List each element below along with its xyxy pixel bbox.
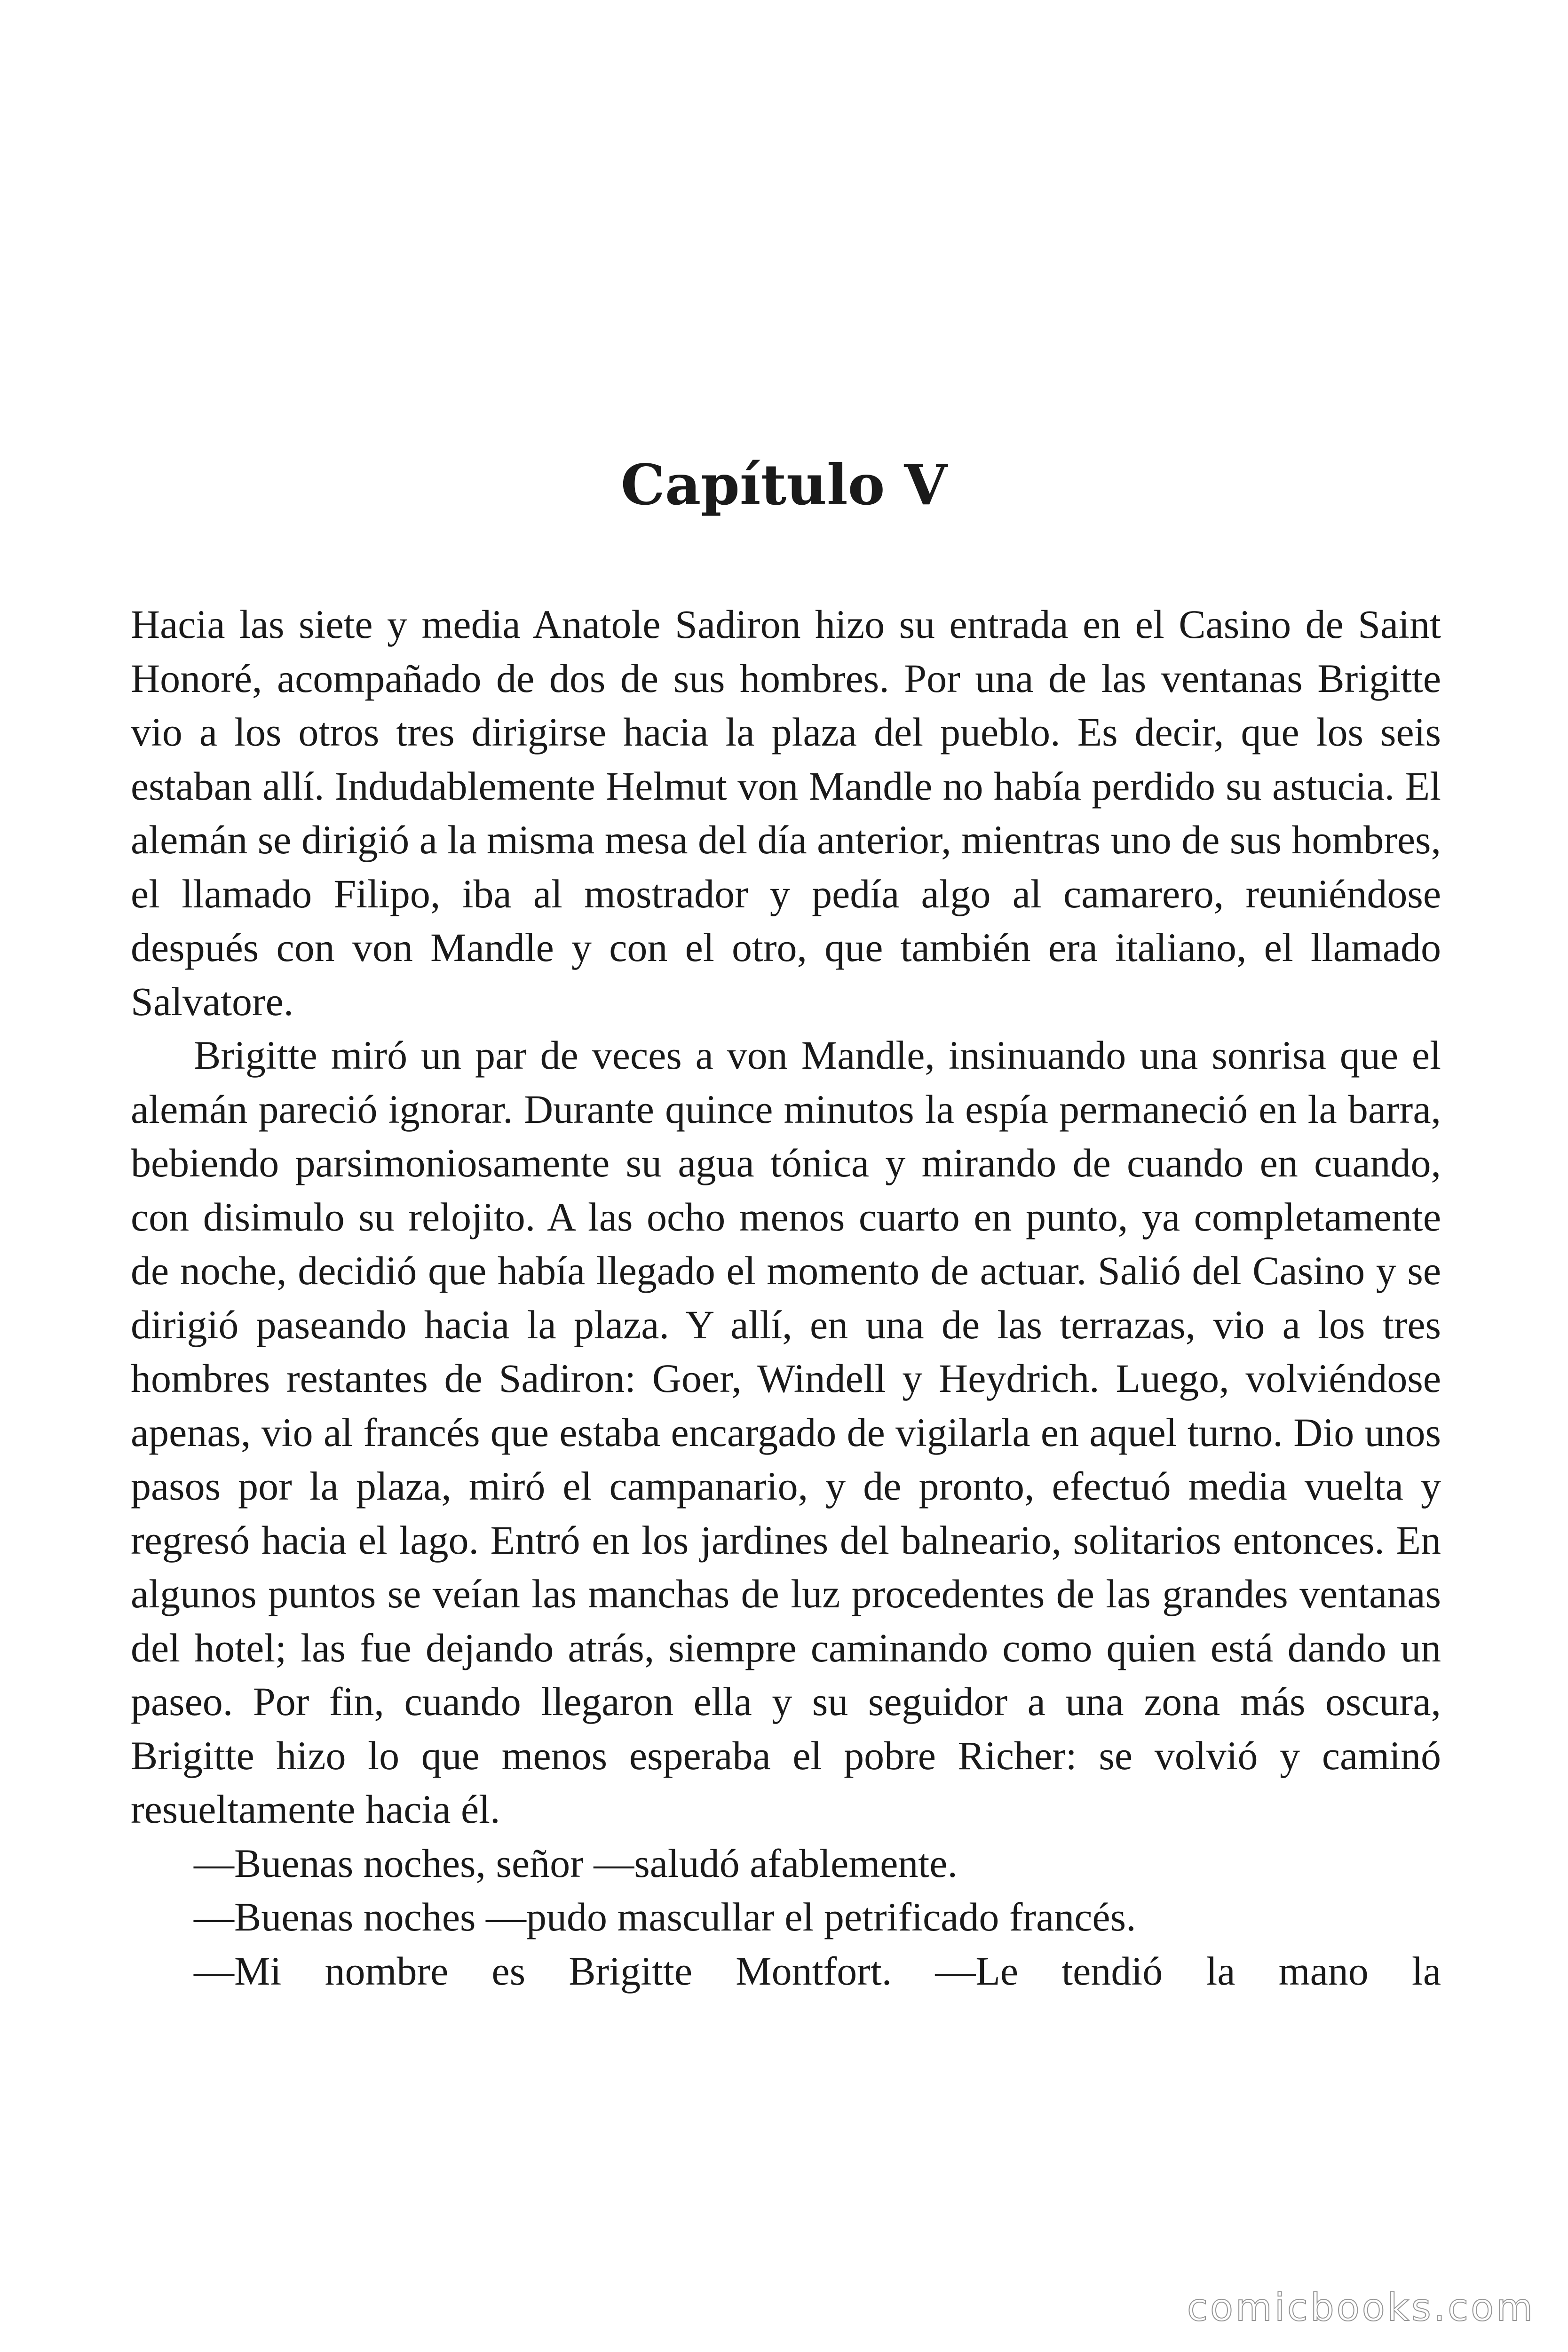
paragraph-2: Brigitte miró un par de veces a von Mandle, insinuando una sonrisa que el alemán pareció ignorar. Durante quince minutos la espía permaneció en la barra, bebiendo parsimoniosamente su agua tónica y mirando de cuando en cuando, con disimulo su relojito. A las ocho menos cuarto en punto, ya completamente de noche, decidió que había llegado el momento de actuar. Salió del Casino y se dirigió paseando hacia la plaza. Y allí, en una de las terrazas, vio a los tres hombres restantes de Sadiron: Goer, Windell y Heydrich. Luego, volviéndose apenas, vio al francés que estaba encargado de vigilarla en aquel turno. Dio unos pasos por la plaza, miró el campanario, y de pronto, efectuó media vuelta y regresó hacia el lago. Entró en los jardines del balneario, solitarios entonces. En algunos puntos se veían las manchas de luz procedentes de las grandes ventanas del hotel; las fue dejando atrás, siempre caminando como quien está dando un paseo. Por fin, cuando llegaron ella y su seguidor a una zona más oscura, Brigitte hizo lo que menos esperaba el pobre Richer: se volvió y caminó resueltamente hacia él.	[131, 1033, 1441, 1832]
paragraph-1: Hacia las siete y media Anatole Sadiron hizo su entrada en el Casino de Saint Honoré, acompañado de dos de sus hombres. Por una de las ventanas Brigitte vio a los otros tres dirigirse hacia la plaza del pueblo. Es decir, que los seis estaban allí. Indudablemente Helmut von Mandle no había perdido su astucia. El alemán se dirigió a la misma mesa del día anterior, mientras uno de sus hombres, el llamado Filipo, iba al mostrador y pedía algo al camarero, reuniéndose después con von Mandle y con el otro, que también era italiano, el llamado Salvatore.	[131, 602, 1441, 1024]
dialogue-line-2: —Buenas noches —pudo mascullar el petrificado francés.	[194, 1894, 1136, 1939]
chapter-body	[131, 597, 1441, 1998]
chapter-title: Capítulo V	[620, 452, 948, 517]
dialogue-line-1: —Buenas noches, señor —saludó afablemente.	[194, 1840, 958, 1886]
dialogue-line-3: —Mi nombre es Brigitte Montfort. —Le tendió la mano la	[194, 1948, 1441, 1994]
site-watermark: comicbooks.com	[1187, 2286, 1535, 2329]
